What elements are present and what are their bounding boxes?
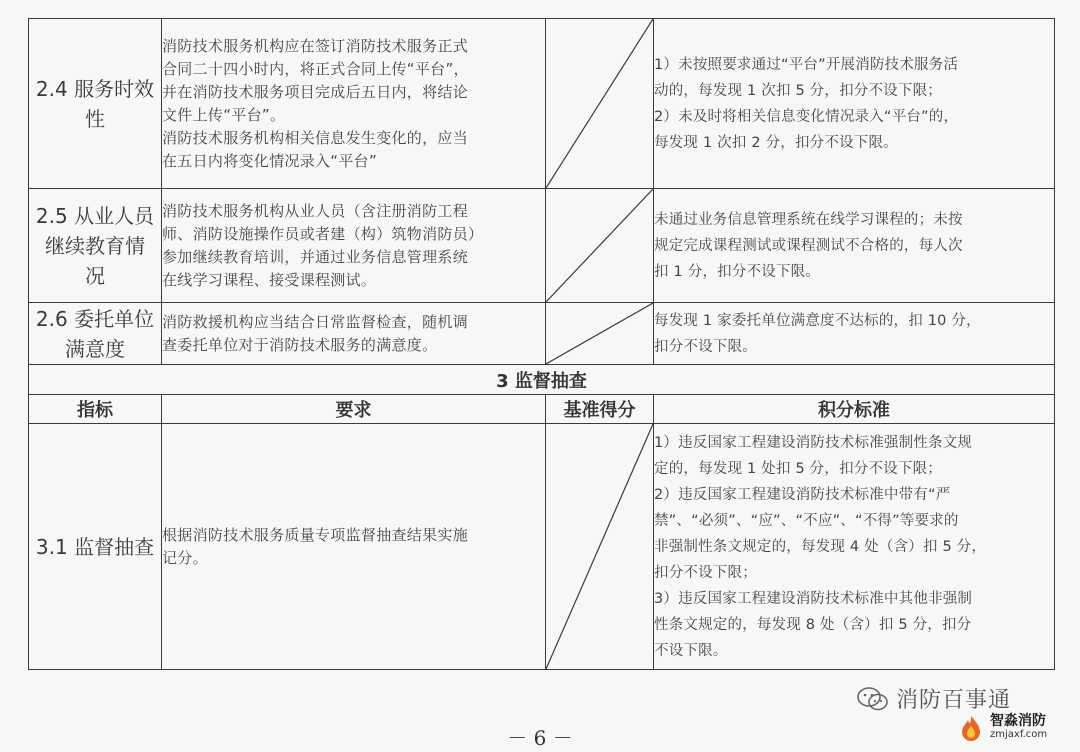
score-line: 动的，每发现 1 次扣 5 分，扣分不设下限；: [654, 82, 942, 99]
diagonal-slash: [546, 189, 653, 302]
table-row: [29, 303, 1055, 365]
score-line: 未通过业务信息管理系统在线学习课程的；未按: [654, 211, 963, 228]
score-standard-cell: [654, 19, 1055, 189]
score-line: 扣 1 分，扣分不设下限。: [654, 263, 821, 280]
table-row: [29, 189, 1055, 303]
requirement-line: 在线学习课程、接受课程测试。: [162, 270, 377, 289]
header-base-score: 基准得分: [546, 395, 654, 424]
logo-chinese-text: 智淼消防: [990, 713, 1046, 729]
score-line: 非强制性条文规定的，每发现 4 处（含）扣 5 分，: [654, 538, 987, 555]
indicator-line: 性: [85, 106, 105, 131]
score-line: 每发现 1 次扣 2 分，扣分不设下限。: [654, 134, 898, 151]
score-line: 扣分不设下限；: [654, 564, 757, 581]
score-standard-cell: [654, 303, 1055, 365]
page-number: － 6 －: [507, 726, 573, 750]
section-row: [29, 365, 1055, 395]
table-row: [29, 424, 1055, 670]
indicator-line: 继续教育情: [45, 233, 145, 258]
requirement-line: 记分。: [162, 548, 208, 567]
requirement-line: 根据消防技术服务质量专项监督抽查结果实施: [162, 525, 469, 544]
table-row: [29, 19, 1055, 189]
indicator-line: 2.5 从业人员: [35, 203, 155, 228]
score-line: 3）违反国家工程建设消防技术标准中其他非强制: [654, 590, 973, 607]
requirement-line: 在五日内将变化情况录入“平台”: [162, 151, 378, 170]
indicator-cell: [29, 189, 162, 303]
score-line: 性条文规定的，每发现 8 处（含）扣 5 分，扣分: [654, 616, 972, 633]
watermark-text: 消防百事通: [896, 688, 1012, 713]
diagonal-slash: [546, 19, 653, 188]
score-line: 1）违反国家工程建设消防技术标准强制性条文规: [654, 434, 973, 451]
requirement-cell: [162, 303, 546, 365]
header-row: [29, 395, 1055, 424]
header-indicator: 指标: [29, 395, 162, 424]
requirement-line: 消防技术服务机构应在签订消防技术服务正式: [162, 36, 469, 55]
score-line: 定的，每发现 1 处扣 5 分，扣分不设下限；: [654, 460, 942, 477]
wechat-watermark: [856, 683, 1011, 714]
indicator-cell: [29, 19, 162, 189]
base-score-cell-empty: [546, 19, 654, 189]
requirement-line: 师、消防设施操作员或者建（构）筑物消防员）: [162, 224, 484, 243]
base-score-cell-empty: [546, 189, 654, 303]
base-score-cell-empty: [546, 424, 654, 670]
score-line: 2）未及时将相关信息变化情况录入“平台”的，: [654, 108, 959, 125]
requirement-line: 文件上传“平台”。: [162, 105, 286, 124]
logo-url-text: zmjaxf.com: [990, 729, 1048, 740]
requirement-line: 查委托单位对于消防技术服务的满意度。: [162, 335, 438, 354]
requirement-line: 参加继续教育培训，并通过业务信息管理系统: [162, 247, 469, 266]
indicator-line: 2.6 委托单位: [35, 306, 155, 331]
header-score-standard: 积分标准: [654, 395, 1055, 424]
requirement-line: 合同二十四小时内，将正式合同上传“平台”，: [162, 59, 469, 78]
indicator-line: 3.1 监督抽查: [35, 534, 155, 559]
requirement-cell: [162, 189, 546, 303]
score-line: 每发现 1 家委托单位满意度不达标的，扣 10 分，: [654, 312, 981, 329]
header-requirement: 要求: [162, 395, 546, 424]
requirement-line: 消防技术服务机构从业人员（含注册消防工程: [162, 201, 469, 220]
section-title: 3 监督抽查: [29, 365, 1055, 395]
score-standard-cell: [654, 424, 1055, 670]
indicator-cell: [29, 424, 162, 670]
requirement-line: 消防救援机构应当结合日常监督检查，随机调: [162, 312, 469, 331]
diagonal-slash: [546, 303, 653, 364]
indicator-line: 满意度: [65, 336, 125, 361]
score-line: 扣分不设下限。: [654, 338, 757, 355]
scoring-table: [28, 18, 1055, 670]
base-score-cell-empty: [546, 303, 654, 365]
requirement-line: 消防技术服务机构相关信息发生变化的，应当: [162, 128, 469, 147]
score-line: 禁”、“必须”、“应”、“不应”、“不得”等要求的: [654, 512, 959, 529]
indicator-line: 况: [85, 263, 105, 288]
diagonal-slash: [546, 424, 653, 669]
requirement-cell: [162, 424, 546, 670]
requirement-line: 并在消防技术服务项目完成后五日内，将结论: [162, 82, 469, 101]
score-line: 2）违反国家工程建设消防技术标准中带有“严: [654, 486, 951, 503]
wechat-icon: [856, 686, 890, 712]
score-line: 不设下限。: [654, 642, 728, 659]
indicator-line: 2.4 服务时效: [35, 76, 155, 101]
indicator-cell: [29, 303, 162, 365]
score-line: 规定完成课程测试或课程测试不合格的，每人次: [654, 237, 963, 254]
requirement-cell: [162, 19, 546, 189]
score-line: 1）未按照要求通过“平台”开展消防技术服务活: [654, 56, 959, 73]
score-standard-cell: [654, 189, 1055, 303]
